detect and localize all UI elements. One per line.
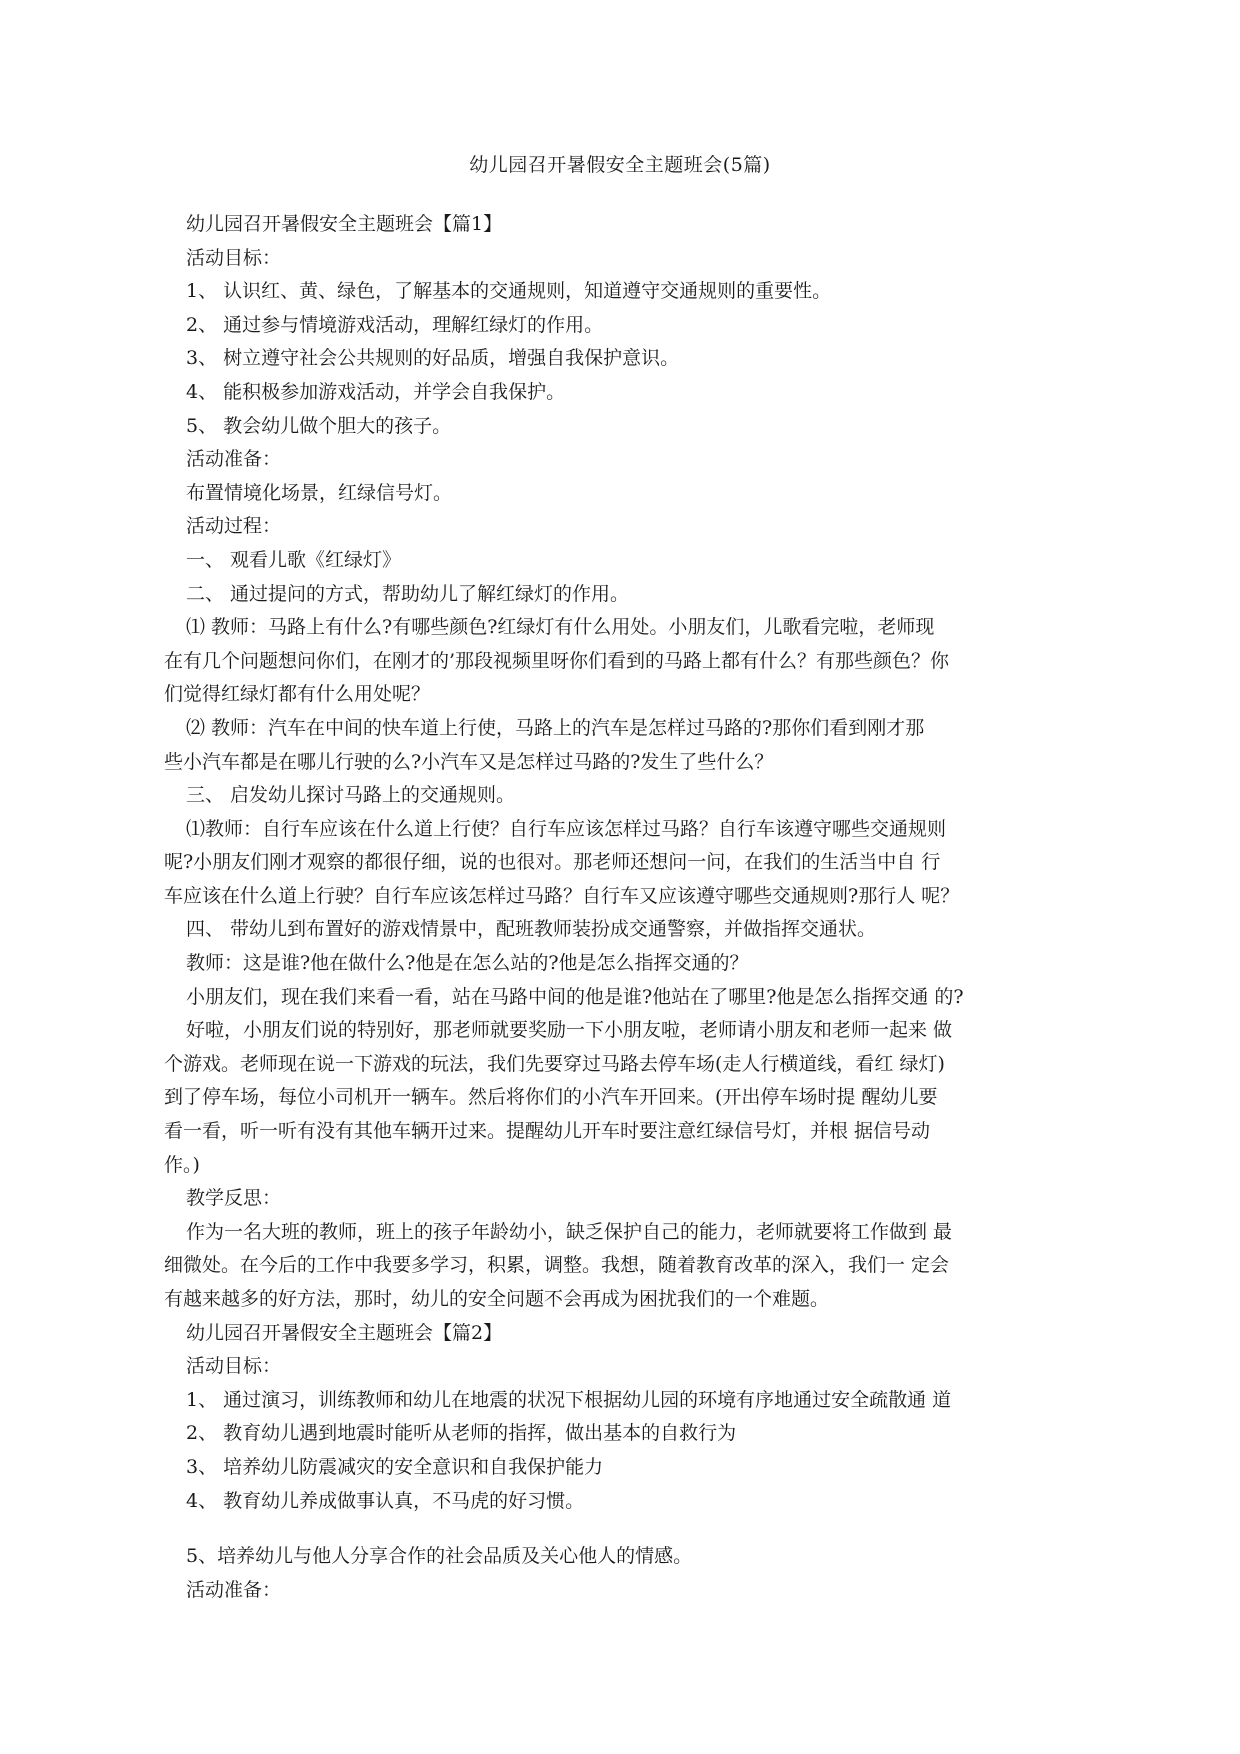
paragraph-line: 呢?小朋友们刚才观察的都很仔细，说的也很对。那老师还想问一问，在我们的生活当中自 行 bbox=[164, 851, 941, 874]
subheading: 活动准备： bbox=[186, 1578, 282, 1601]
paragraph-line: 教师：这是谁?他在做什么?他是在怎么站的?他是怎么指挥交通的？ bbox=[186, 952, 749, 975]
subheading: 活动目标： bbox=[186, 1355, 282, 1378]
paragraph-line: 看一看，听一听有没有其他车辆开过来。提醒幼儿开车时要注意红绿信号灯，并根 据信号动 bbox=[164, 1120, 931, 1143]
paragraph-line: 到了停车场，每位小司机开一辆车。然后将你们的小汽车开回来。(开出停车场时提 醒幼儿要 bbox=[164, 1086, 938, 1109]
subheading: 教学反思： bbox=[186, 1187, 282, 1210]
subheading: 活动目标： bbox=[186, 246, 282, 269]
paragraph-line: 在有几个问题想问你们，在刚才的’那段视频里呀你们看到的马路上都有什么？有那些颜色？你 bbox=[164, 649, 950, 672]
goal-item: 2、 教育幼儿遇到地震时能听从老师的指挥，做出基本的自救行为 bbox=[186, 1422, 737, 1445]
paragraph-line: 布置情境化场景，红绿信号灯。 bbox=[186, 481, 453, 504]
paragraph-line: 细微处。在今后的工作中我要多学习，积累，调整。我想，随着教育改革的深入，我们一 定会 bbox=[164, 1254, 950, 1277]
paragraph-line: 作为一名大班的教师，班上的孩子年龄幼小，缺乏保护自己的能力，老师就要将工作做到 最 bbox=[186, 1220, 953, 1243]
paragraph-line: 些小汽车都是在哪儿行驶的么?小汽车又是怎样过马路的?发生了些什么？ bbox=[164, 750, 774, 773]
paragraph-line: 好啦，小朋友们说的特别好，那老师就要奖励一下小朋友啦，老师请小朋友和老师一起来 做 bbox=[186, 1019, 953, 1042]
subheading: 活动准备： bbox=[186, 448, 282, 471]
goal-item: 4、 能积极参加游戏活动，并学会自我保护。 bbox=[186, 380, 566, 403]
step-item: 三、 启发幼儿探讨马路上的交通规则。 bbox=[186, 784, 516, 807]
goal-item: 5、 教会幼儿做个胆大的孩子。 bbox=[186, 414, 452, 437]
paragraph-line: 车应该在什么道上行驶？自行车应该怎样过马路？自行车又应该遵守哪些交通规则?那行人 呢？ bbox=[164, 884, 960, 907]
goal-item: 3、 培养幼儿防震减灾的安全意识和自我保护能力 bbox=[186, 1455, 604, 1478]
section-heading: 幼儿园召开暑假安全主题班会【篇2】 bbox=[186, 1321, 503, 1344]
section-heading: 幼儿园召开暑假安全主题班会【篇1】 bbox=[186, 213, 503, 235]
paragraph-line: ⑴教师：自行车应该在什么道上行使？自行车应该怎样过马路？自行车该遵守哪些交通规则 bbox=[186, 817, 947, 840]
goal-item: 4、 教育幼儿养成做事认真，不马虎的好习惯。 bbox=[186, 1489, 585, 1512]
step-item: 二、 通过提问的方式，帮助幼儿了解红绿灯的作用。 bbox=[186, 582, 630, 605]
document-title: 幼儿园召开暑假安全主题班会(5篇) bbox=[469, 154, 771, 176]
paragraph-line: 小朋友们，现在我们来看一看，站在马路中间的他是谁?他站在了哪里?他是怎么指挥交通 的? bbox=[186, 985, 964, 1008]
paragraph-line: ⑵ 教师：汽车在中间的快车道上行使，马路上的汽车是怎样过马路的?那你们看到刚才那 bbox=[186, 716, 925, 739]
goal-item: 1、 认识红、黄、绿色，了解基本的交通规则，知道遵守交通规则的重要性。 bbox=[186, 280, 832, 303]
document-body bbox=[164, 208, 1066, 1607]
subheading: 活动过程： bbox=[186, 515, 282, 538]
paragraph-line: ⑴ 教师：马路上有什么?有哪些颜色?红绿灯有什么用处。小朋友们，儿歌看完啦，老师现 bbox=[186, 616, 935, 639]
paragraph-line: 有越来越多的好方法，那时，幼儿的安全问题不会再成为困扰我们的一个难题。 bbox=[164, 1288, 830, 1310]
paragraph-line: 们觉得红绿灯都有什么用处呢？ bbox=[164, 683, 431, 706]
goal-item: 1、 通过演习，训练教师和幼儿在地震的状况下根据幼儿园的环境有序地通过安全疏散通 道 bbox=[186, 1388, 952, 1411]
goal-item: 3、 树立遵守社会公共规则的好品质，增强自我保护意识。 bbox=[186, 347, 680, 370]
goal-item: 2、 通过参与情境游戏活动，理解红绿灯的作用。 bbox=[186, 313, 604, 336]
paragraph-line: 个游戏。老师现在说一下游戏的玩法，我们先要穿过马路去停车场(走人行横道线，看红 绿灯) bbox=[164, 1052, 945, 1075]
paragraph-line: 作。) bbox=[164, 1153, 200, 1176]
goal-item: 5、培养幼儿与他人分享合作的社会品质及关心他人的情感。 bbox=[186, 1545, 693, 1568]
step-item: 四、 带幼儿到布置好的游戏情景中，配班教师装扮成交通警察，并做指挥交通状。 bbox=[186, 918, 877, 941]
step-item: 一、 观看儿歌《红绿灯》 bbox=[186, 548, 402, 571]
